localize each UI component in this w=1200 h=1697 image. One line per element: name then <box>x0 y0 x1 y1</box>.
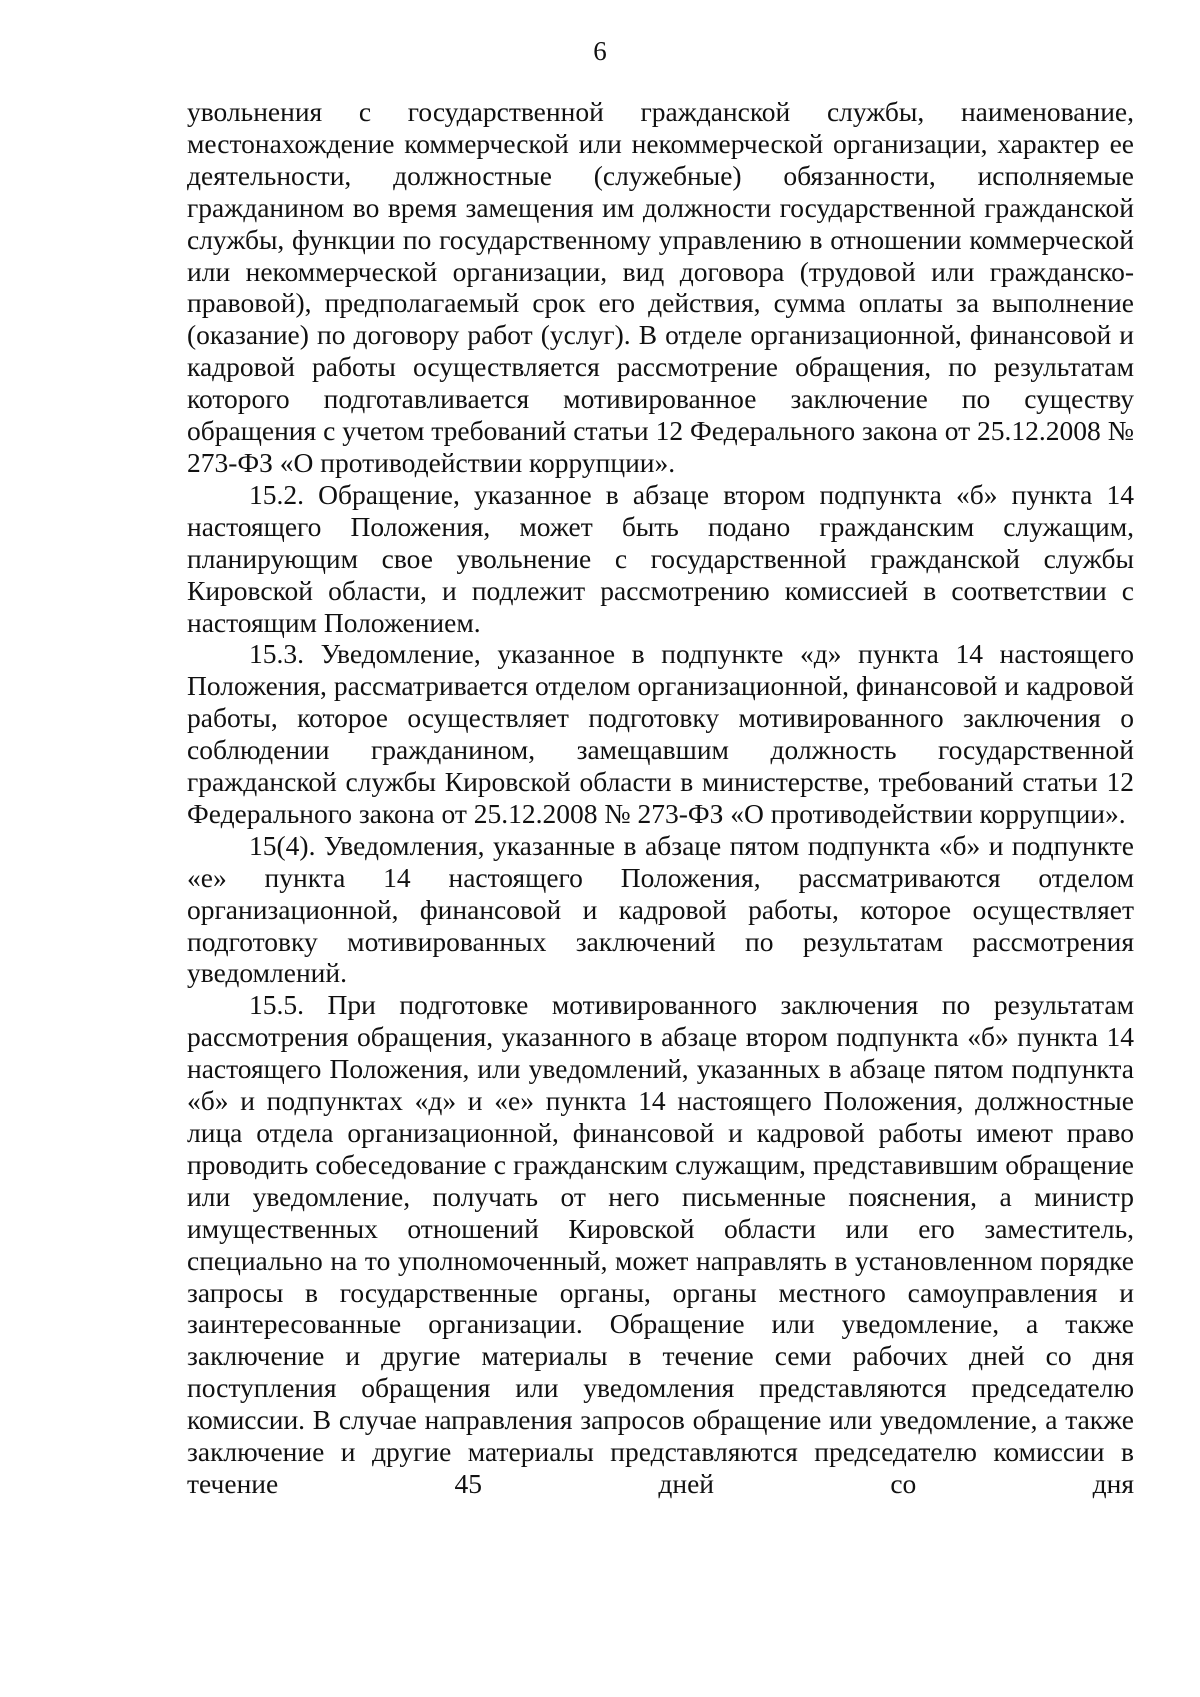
paragraph-continuation: увольнения с государственной гражданской службы, наименование, местонахождение коммерческой или некоммерческой организации, характер ее деятельности, должностные (служебные) обязанности, исполняемые гражданином во время замещения им должности государственной гражданской службы, функции по государственному управлению в отношении коммерческой или некоммерческой организации, вид договора (трудовой или гражданско-правовой), предполагаемый срок его действия, сумма оплаты за выполнение (оказание) по договору работ (услуг). В отделе организационной, финансовой и кадровой работы осуществляется рассмотрение обращения, по результатам которого подготавливается мотивированное заключение по существу обращения с учетом требований статьи 12 Федерального закона от 25.12.2008 № 273-ФЗ «О противодействии коррупции». <box>187 96 1134 478</box>
page-number: 6 <box>593 36 607 66</box>
paragraph-15-5: 15.5. При подготовке мотивированного заключения по результатам рассмотрения обращения, указанного в абзаце втором подпункта «б» пункта 14 настоящего Положения, или уведомлений, указанных в абзаце пятом подпункта «б» и подпунктах «д» и «е» пункта 14 настоящего Положения, должностные лица отдела организационной, финансовой и кадровой работы имеют право проводить собеседование с гражданским служащим, представившим обращение или уведомление, получать от него письменные пояснения, а министр имущественных отношений Кировской области или его заместитель, специально на то уполномоченный, может направлять в установленном порядке запросы в государственные органы, органы местного самоуправления и заинтересованные организации. Обращение или уведомление, а также заключение и другие материалы в течение семи рабочих дней со дня поступления обращения или уведомления представляются председателю комиссии. В случае направления запросов обращение или уведомление, а также заключение и другие материалы представляются председателю комиссии в течение 45 дней со дня <box>187 989 1134 1499</box>
paragraph-15-2: 15.2. Обращение, указанное в абзаце втором подпункта «б» пункта 14 настоящего Положения, может быть подано гражданским служащим, планирующим свое увольнение с государственной гражданской службы Кировской области, и подлежит рассмотрению комиссией в соответствии с настоящим Положением. <box>187 478 1134 638</box>
document-body <box>187 96 1134 1500</box>
paragraph-15-3: 15.3. Уведомление, указанное в подпункте «д» пункта 14 настоящего Положения, рассматривается отделом организационной, финансовой и кадровой работы, которое осуществляет подготовку мотивированного заключения о соблюдении гражданином, замещавшим должность государственной гражданской службы Кировской области в министерстве, требований статьи 12 Федерального закона от 25.12.2008 № 273-ФЗ «О противодействии коррупции». <box>187 638 1134 829</box>
paragraph-15-4: 15(4). Уведомления, указанные в абзаце пятом подпункта «б» и подпункте «е» пункта 14 настоящего Положения, рассматриваются отделом организационной, финансовой и кадровой работы, которое осуществляет подготовку мотивированных заключений по результатам рассмотрения уведомлений. <box>187 829 1134 989</box>
